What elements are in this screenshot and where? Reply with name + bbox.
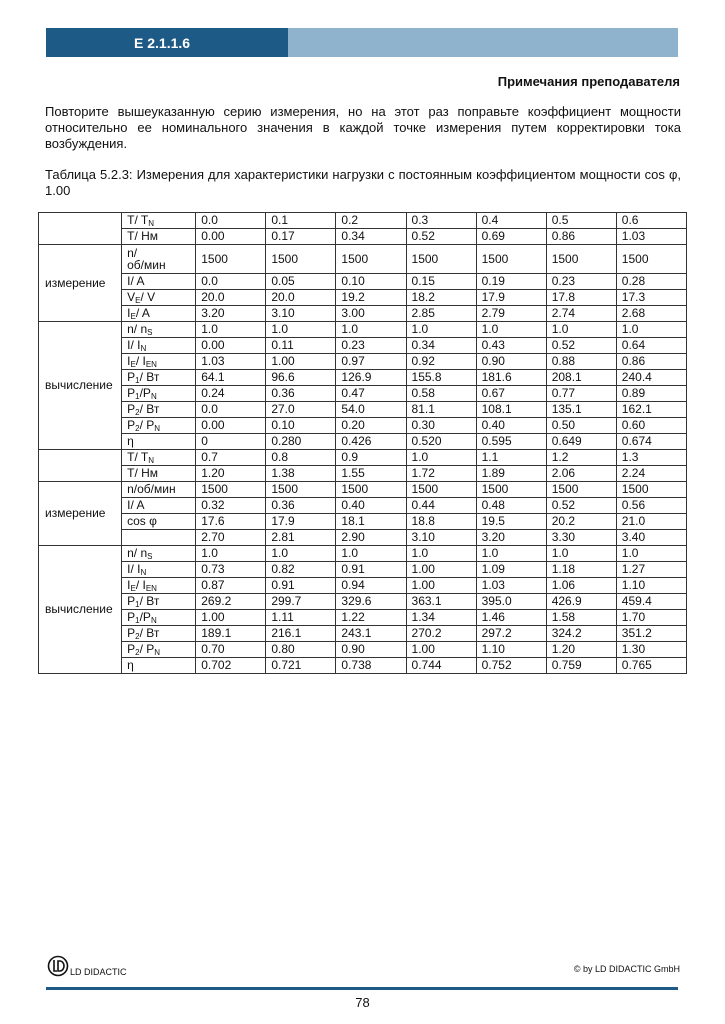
table-cell: 1.00 [196,610,266,626]
table-cell: 0.50 [546,418,616,434]
row-label: cos φ [122,514,196,530]
table-cell: 208.1 [546,370,616,386]
row-label: n/ $n_S$ [122,322,196,338]
table-cell: 1.58 [546,610,616,626]
row-label: $P_1/P_N$ [122,386,196,402]
table-cell: 0.70 [196,642,266,658]
table-cell: 0.8 [266,450,336,466]
header-bar-fill [288,28,678,57]
table-cell: 0.86 [616,354,686,370]
row-label: $I_E/$ A [122,306,196,322]
table-cell: 0.44 [406,498,476,514]
table-cell: 0.744 [406,658,476,674]
table-cell: 0.56 [616,498,686,514]
table-cell: 18.8 [406,514,476,530]
table-cell: 1500 [616,245,686,274]
table-cell: 1.89 [476,466,546,482]
table-cell: 0.87 [196,578,266,594]
table-cell: 0.759 [546,658,616,674]
table-cell: 363.1 [406,594,476,610]
table-cell: 0.52 [406,229,476,245]
table-cell: 0.47 [336,386,406,402]
table-cell: 0.64 [616,338,686,354]
row-label: η [122,434,196,450]
table-cell: 0.00 [196,229,266,245]
table-cell: 1.0 [546,322,616,338]
header-bar [46,28,678,57]
table-cell: 2.85 [406,306,476,322]
page-number: 78 [355,995,370,1010]
table-cell: 27.0 [266,402,336,418]
table-cell: 0.23 [336,338,406,354]
table-cell: 1.0 [336,322,406,338]
table-cell: 0.52 [546,498,616,514]
table-cell: 17.9 [266,514,336,530]
table-cell: 17.3 [616,290,686,306]
table-cell: 1.0 [546,546,616,562]
table-cell: 1500 [406,245,476,274]
table-cell: 0.82 [266,562,336,578]
table-row [39,418,687,434]
table-row [39,290,687,306]
table-row [39,354,687,370]
table-cell: 1.0 [336,546,406,562]
table-cell: 0.0 [196,402,266,418]
table-row [39,578,687,594]
table-cell: 155.8 [406,370,476,386]
table-row [39,370,687,386]
table-cell: 1.46 [476,610,546,626]
row-label: η [122,658,196,674]
table-cell: 162.1 [616,402,686,418]
document-code: E 2.1.1.6 [46,28,288,57]
table-cell: 1500 [196,482,266,498]
table-cell: 240.4 [616,370,686,386]
table-cell: 0.40 [336,498,406,514]
table-cell: 0.88 [546,354,616,370]
table-cell: 1.03 [476,578,546,594]
table-cell: 1.0 [476,546,546,562]
row-label: $P_2/$ Вт [122,402,196,418]
table-row [39,498,687,514]
row-label: T/ $T_N$ [122,213,196,229]
table-cell: 0 [196,434,266,450]
table-cell: 0.58 [406,386,476,402]
table-cell: 1.11 [266,610,336,626]
table-row [39,245,687,274]
table-cell: 2.74 [546,306,616,322]
measurement-table [38,212,687,674]
table-cell: 1500 [266,482,336,498]
table-cell: 1.2 [546,450,616,466]
table-row [39,274,687,290]
table-cell: 20.0 [266,290,336,306]
table-row [39,450,687,466]
table-row [39,213,687,229]
table-row [39,322,687,338]
table-row [39,434,687,450]
table-row [39,642,687,658]
table-cell: 0.36 [266,386,336,402]
table-cell: 1.20 [196,466,266,482]
table-cell: 0.24 [196,386,266,402]
group-label-empty [39,450,122,482]
table-cell: 1.20 [546,642,616,658]
group-label: вычисление [39,322,122,450]
table-row [39,466,687,482]
table-cell: 0.28 [616,274,686,290]
table-cell: 20.2 [546,514,616,530]
table-cell: 1.0 [266,546,336,562]
table-cell: 1500 [266,245,336,274]
table-cell: 1.0 [406,546,476,562]
table-cell: 1500 [476,482,546,498]
table-cell: 1.3 [616,450,686,466]
table-cell: 0.15 [406,274,476,290]
table-cell: 0.36 [266,498,336,514]
table-cell: 0.34 [406,338,476,354]
row-label: T/ Нм [122,229,196,245]
row-label: $P_1/$ Вт [122,594,196,610]
table-cell: 0.765 [616,658,686,674]
table-cell: 18.2 [406,290,476,306]
row-label [122,530,196,546]
table-cell: 0.17 [266,229,336,245]
table-cell: 0.32 [196,498,266,514]
table-cell: 2.81 [266,530,336,546]
table-cell: 0.10 [336,274,406,290]
table-cell: 0.520 [406,434,476,450]
table-cell: 20.0 [196,290,266,306]
table-cell: 1500 [616,482,686,498]
table-row [39,338,687,354]
table-cell: 3.20 [196,306,266,322]
table-cell: 0.67 [476,386,546,402]
table-cell: 0.86 [546,229,616,245]
table-cell: 1.27 [616,562,686,578]
table-cell: 0.2 [336,213,406,229]
table-cell: 270.2 [406,626,476,642]
table-cell: 1.06 [546,578,616,594]
table-cell: 1.00 [266,354,336,370]
table-cell: 0.3 [406,213,476,229]
table-cell: 3.00 [336,306,406,322]
table-cell: 1.03 [616,229,686,245]
table-cell: 19.5 [476,514,546,530]
table-cell: 0.92 [406,354,476,370]
table-cell: 3.10 [406,530,476,546]
table-cell: 0.60 [616,418,686,434]
table-cell: 17.9 [476,290,546,306]
table-row [39,306,687,322]
table-cell: 81.1 [406,402,476,418]
table-row [39,530,687,546]
table-cell: 0.91 [336,562,406,578]
table-cell: 1.22 [336,610,406,626]
table-cell: 0.702 [196,658,266,674]
table-cell: 1.10 [476,642,546,658]
table-cell: 1.0 [196,546,266,562]
table-row [39,610,687,626]
table-cell: 1.00 [406,562,476,578]
row-label: n/ $n_S$ [122,546,196,562]
table-cell: 1.30 [616,642,686,658]
table-cell: 0.00 [196,338,266,354]
table-cell: 0.34 [336,229,406,245]
table-cell: 459.4 [616,594,686,610]
table-cell: 0.280 [266,434,336,450]
table-cell: 0.721 [266,658,336,674]
table-cell: 216.1 [266,626,336,642]
table-cell: 2.68 [616,306,686,322]
table-cell: 243.1 [336,626,406,642]
table-cell: 1.0 [616,322,686,338]
table-cell: 1500 [546,482,616,498]
table-cell: 0.05 [266,274,336,290]
table-cell: 1.1 [476,450,546,466]
row-label: $V_E/$ V [122,290,196,306]
table-cell: 21.0 [616,514,686,530]
row-label: $I_E/$ $I_{EN}$ [122,578,196,594]
table-cell: 0.89 [616,386,686,402]
table-cell: 1.38 [266,466,336,482]
table-cell: 3.30 [546,530,616,546]
footer-divider [46,987,678,990]
table-cell: 1500 [476,245,546,274]
table-cell: 269.2 [196,594,266,610]
table-cell: 96.6 [266,370,336,386]
table-cell: 19.2 [336,290,406,306]
table-cell: 395.0 [476,594,546,610]
table-cell: 1.0 [406,450,476,466]
table-row [39,626,687,642]
table-cell: 0.426 [336,434,406,450]
table-cell: 3.20 [476,530,546,546]
table-cell: 0.73 [196,562,266,578]
table-cell: 1.03 [196,354,266,370]
table-cell: 2.90 [336,530,406,546]
row-label: $P_1/$ Вт [122,370,196,386]
table-cell: 1.09 [476,562,546,578]
ld-logo-icon [47,955,69,977]
table-cell: 1.18 [546,562,616,578]
row-label: n/ об/мин [122,245,196,274]
row-label: $P_1/P_N$ [122,610,196,626]
table-cell: 181.6 [476,370,546,386]
table-cell: 1.00 [406,642,476,658]
table-cell: 1.34 [406,610,476,626]
table-cell: 17.6 [196,514,266,530]
table-row [39,514,687,530]
row-label: I/ $I_N$ [122,562,196,578]
table-cell: 3.40 [616,530,686,546]
row-label: I/ A [122,498,196,514]
table-cell: 0.43 [476,338,546,354]
table-cell: 0.30 [406,418,476,434]
table-cell: 1500 [406,482,476,498]
table-cell: 1.00 [406,578,476,594]
row-label: $P_2/$ $P_N$ [122,418,196,434]
row-label: I/ $I_N$ [122,338,196,354]
table-cell: 351.2 [616,626,686,642]
table-cell: 64.1 [196,370,266,386]
table-row [39,482,687,498]
table-cell: 126.9 [336,370,406,386]
table-cell: 1.55 [336,466,406,482]
table-cell: 54.0 [336,402,406,418]
row-label: $P_2/$ Вт [122,626,196,642]
table-row [39,402,687,418]
table-cell: 0.94 [336,578,406,594]
logo-text: LD DIDACTIC [70,967,127,977]
table-cell: 0.5 [546,213,616,229]
table-cell: 0.4 [476,213,546,229]
row-label: n/об/мин [122,482,196,498]
table-cell: 1500 [546,245,616,274]
intro-paragraph: Повторите вышеуказанную серию измерения, но на этот раз поправьте коэффициент мощности относительно ее номинального значения в каждой точке измерения путем корректировки тока возбуждения. [45,104,681,151]
table-cell: 189.1 [196,626,266,642]
table-cell: 1.70 [616,610,686,626]
table-cell: 1500 [196,245,266,274]
table-cell: 0.11 [266,338,336,354]
table-cell: 0.649 [546,434,616,450]
table-cell: 0.1 [266,213,336,229]
table-cell: 0.0 [196,213,266,229]
table-cell: 2.79 [476,306,546,322]
table-cell: 297.2 [476,626,546,642]
table-cell: 0.77 [546,386,616,402]
table-cell: 2.06 [546,466,616,482]
table-cell: 0.48 [476,498,546,514]
table-cell: 1.10 [616,578,686,594]
row-label: T/ Нм [122,466,196,482]
group-label-empty [39,213,122,245]
table-cell: 18.1 [336,514,406,530]
table-cell: 0.90 [336,642,406,658]
copyright: © by LD DIDACTIC GmbH [573,964,680,974]
table-cell: 324.2 [546,626,616,642]
section-title: Примечания преподавателя [497,74,680,89]
group-label: измерение [39,482,122,546]
table-cell: 2.24 [616,466,686,482]
table-cell: 0.20 [336,418,406,434]
table-cell: 0.97 [336,354,406,370]
table-row [39,562,687,578]
table-cell: 0.595 [476,434,546,450]
table-cell: 135.1 [546,402,616,418]
table-cell: 1.72 [406,466,476,482]
table-cell: 0.40 [476,418,546,434]
table-cell: 0.752 [476,658,546,674]
table-cell: 0.69 [476,229,546,245]
table-cell: 108.1 [476,402,546,418]
table-caption: Таблица 5.2.3: Измерения для характеристики нагрузки с постоянным коэффициентом мощности cos φ, 1.00 [45,167,681,198]
table-row [39,658,687,674]
table-cell: 1500 [336,245,406,274]
row-label: T/ $T_N$ [122,450,196,466]
table-cell: 1.0 [476,322,546,338]
table-cell: 1.0 [196,322,266,338]
table-row [39,594,687,610]
table-cell: 0.674 [616,434,686,450]
table-cell: 0.52 [546,338,616,354]
table-cell: 1.0 [616,546,686,562]
row-label: $I_E/$ $I_{EN}$ [122,354,196,370]
table-cell: 0.7 [196,450,266,466]
table-cell: 0.90 [476,354,546,370]
table-cell: 2.70 [196,530,266,546]
table-cell: 3.10 [266,306,336,322]
table-cell: 1.0 [266,322,336,338]
ld-didactic-logo [47,955,127,977]
table-cell: 299.7 [266,594,336,610]
table-cell: 17.8 [546,290,616,306]
table-row [39,229,687,245]
group-label: вычисление [39,546,122,674]
row-label: $P_2/$ $P_N$ [122,642,196,658]
table-row [39,386,687,402]
table-cell: 0.80 [266,642,336,658]
table-cell: 0.9 [336,450,406,466]
table-cell: 0.91 [266,578,336,594]
table-cell: 0.00 [196,418,266,434]
table-cell: 0.6 [616,213,686,229]
table-cell: 0.738 [336,658,406,674]
table-cell: 0.0 [196,274,266,290]
table-cell: 426.9 [546,594,616,610]
table-cell: 0.10 [266,418,336,434]
table-row [39,546,687,562]
row-label: I/ A [122,274,196,290]
table-cell: 0.23 [546,274,616,290]
table-cell: 0.19 [476,274,546,290]
table-cell: 1500 [336,482,406,498]
table-cell: 1.0 [406,322,476,338]
group-label: измерение [39,245,122,322]
table-cell: 329.6 [336,594,406,610]
